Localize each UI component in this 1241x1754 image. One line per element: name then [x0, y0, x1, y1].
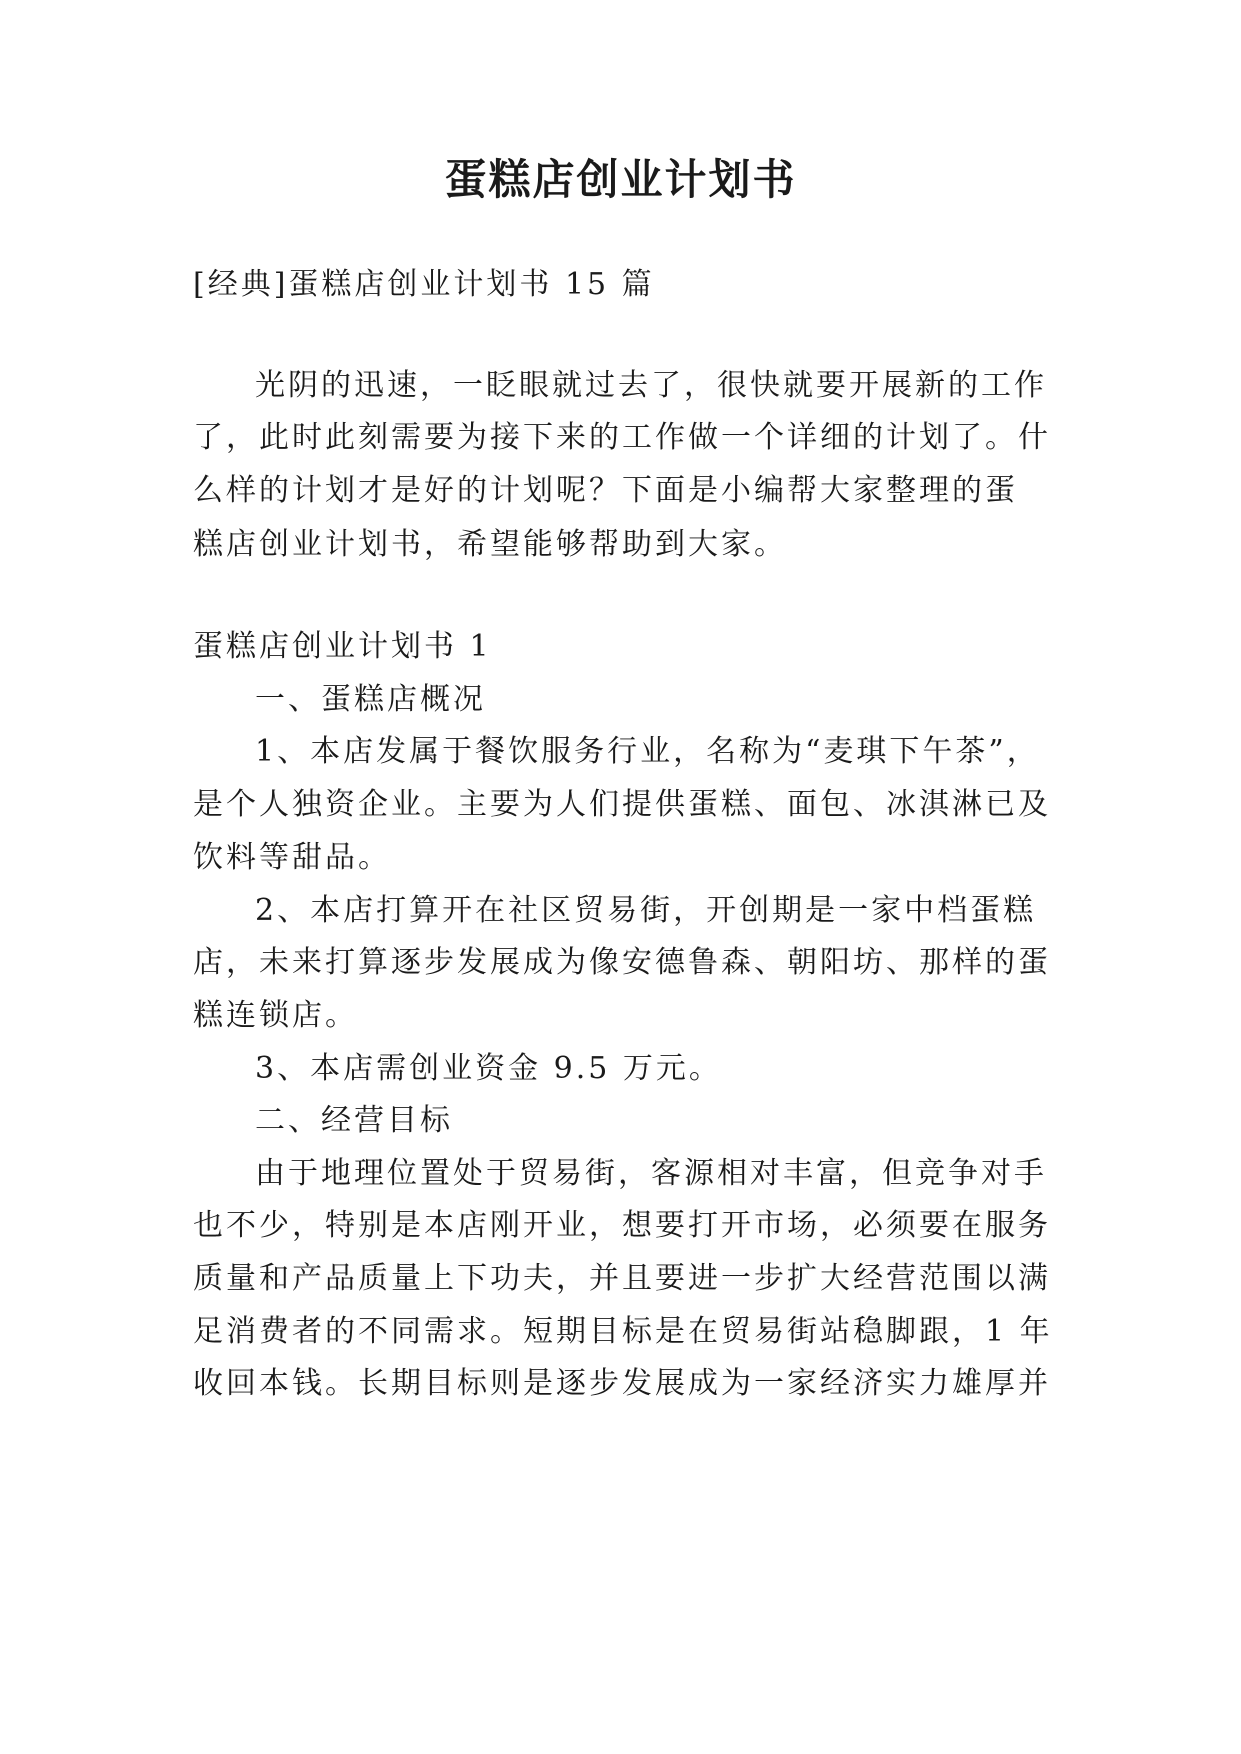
goals-line: 足消费者的不同需求。短期目标是在贸易街站稳脚跟，1 年 — [193, 1314, 1053, 1349]
intro-line: 么样的计划才是好的计划呢？下面是小编帮大家整理的蛋 — [193, 473, 1018, 508]
item3-line: 3、本店需创业资金 9.5 万元。 — [255, 1051, 722, 1086]
goals-line: 由于地理位置处于贸易街，客源相对丰富，但竞争对手 — [255, 1156, 1047, 1191]
intro-line: 光阴的迅速，一眨眼就过去了，很快就要开展新的工作 — [255, 368, 1047, 403]
heading-goals: 二、经营目标 — [255, 1103, 453, 1138]
intro-line: 了，此时此刻需要为接下来的工作做一个详细的计划了。什 — [193, 420, 1051, 455]
goals-line: 也不少，特别是本店刚开业，想要打开市场，必须要在服务 — [193, 1208, 1051, 1243]
document-title: 蛋糕店创业计划书 — [444, 155, 797, 204]
intro-line: 糕店创业计划书，希望能够帮助到大家。 — [193, 527, 787, 562]
item2-line: 店，未来打算逐步发展成为像安德鲁森、朝阳坊、那样的蛋 — [193, 945, 1051, 980]
item2-line: 2、本店打算开在社区贸易街，开创期是一家中档蛋糕 — [255, 893, 1037, 928]
section-title: 蛋糕店创业计划书 1 — [193, 629, 492, 664]
item1-line: 1、本店发属于餐饮服务行业，名称为“麦琪下午茶”， — [255, 734, 1040, 769]
goals-line: 质量和产品质量上下功夫，并且要进一步扩大经营范围以满 — [193, 1261, 1051, 1296]
heading-overview: 一、蛋糕店概况 — [255, 682, 486, 717]
document-subtitle: [经典]蛋糕店创业计划书 15 篇 — [193, 267, 655, 302]
item1-line: 是个人独资企业。主要为人们提供蛋糕、面包、冰淇淋已及 — [193, 787, 1051, 822]
goals-line: 收回本钱。长期目标则是逐步发展成为一家经济实力雄厚并 — [193, 1366, 1051, 1401]
item2-line: 糕连锁店。 — [193, 998, 358, 1033]
item1-line: 饮料等甜品。 — [193, 840, 391, 875]
